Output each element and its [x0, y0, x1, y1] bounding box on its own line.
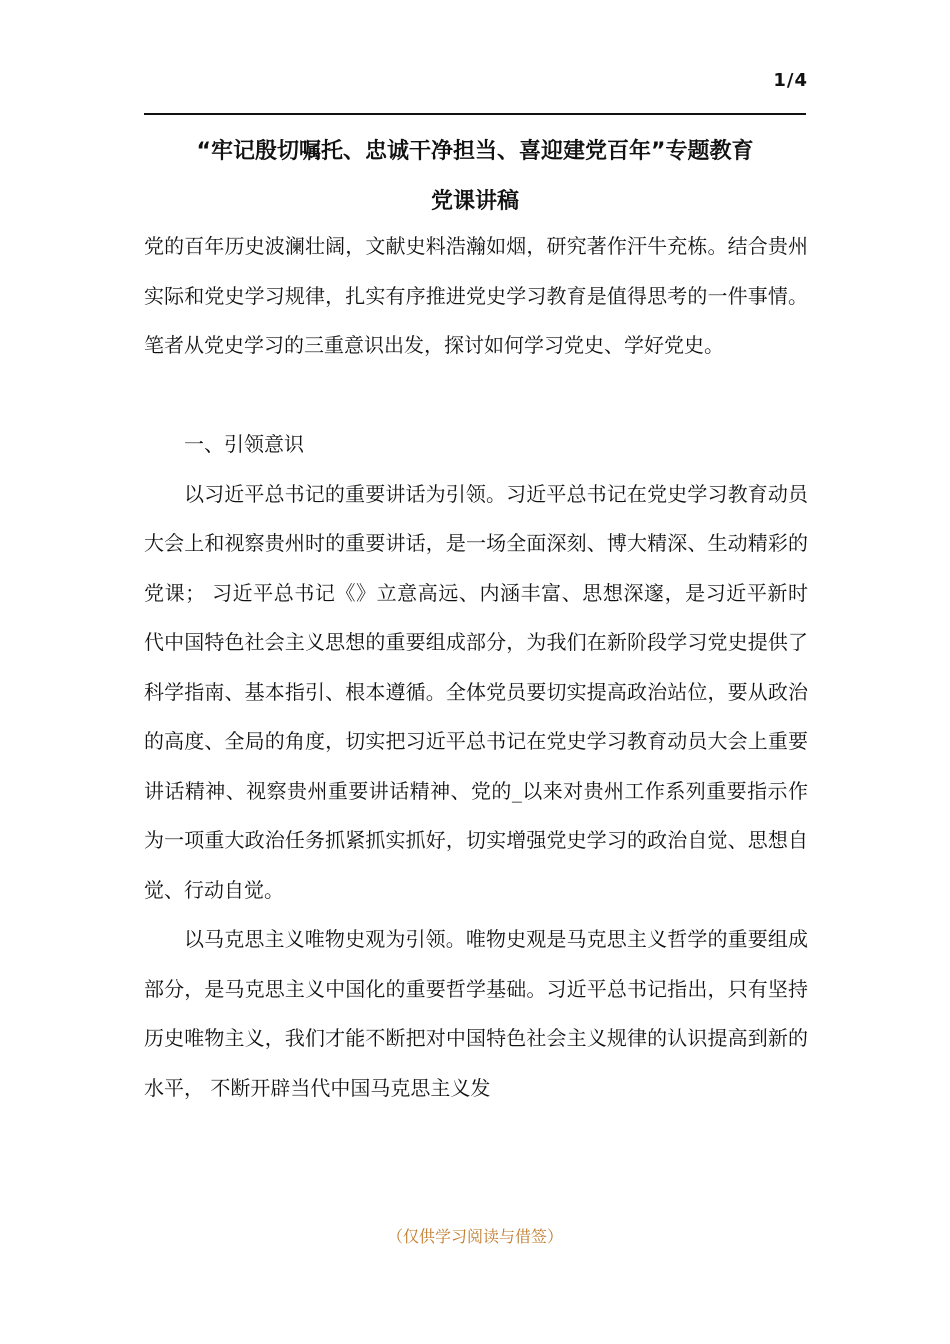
body-paragraph-2: 以马克思主义唯物史观为引领。唯物史观是马克思主义哲学的重要组成部分，是马克思主义中国化的重要哲学基础。习近平总书记指出，只有坚持历史唯物主义，我们才能不断把对中国特色社会主义规律的认识提高到新的水平， 不断开辟当代中国马克思主义发	[144, 927, 808, 1100]
body-paragraph-1: 以习近平总书记的重要讲话为引领。习近平总书记在党史学习教育动员大会上和视察贵州时的重要讲话，是一场全面深刻、博大精深、生动精彩的党课； 习近平总书记《》立意高远、内涵丰富、思想深邃，是习近平新时代中国特色社会主义思想的重要组成部分，为我们在新阶段学习党史提供了科学指南、基本指引、根本遵循。全体党员要切实提高政治站位，要从政治的高度、全局的角度，切实把习近平总书记在党史学习教育动员大会上重要讲话精神、视察贵州重要讲话精神、党的_以来对贵州工作系列重要指示作为一项重大政治任务抓紧抓实抓好，切实增强党史学习的政治自觉、思想自觉、行动自觉。	[144, 481, 808, 902]
paragraph-gap	[144, 371, 808, 421]
footer-note: （仅供学习阅读与借签）	[386, 1227, 563, 1246]
title-line-2: 党课讲稿	[430, 189, 519, 214]
section-heading: 一、引领意识	[184, 432, 304, 456]
page-number: 1/4	[773, 70, 808, 91]
document-title	[144, 127, 806, 227]
header-rule	[144, 113, 806, 115]
intro-paragraph: 党的百年历史波澜壮阔，文献史料浩瀚如烟，研究著作汗牛充栋。结合贵州实际和党史学习规律，扎实有序推进党史学习教育是值得思考的一件事情。笔者从党史学习的三重意识出发，探讨如何学习党史、学好党史。	[144, 234, 808, 357]
document-body	[144, 222, 808, 1113]
title-line-1: “牢记殷切嘱托、忠诚干净担当、喜迎建党百年”专题教育	[196, 139, 754, 164]
